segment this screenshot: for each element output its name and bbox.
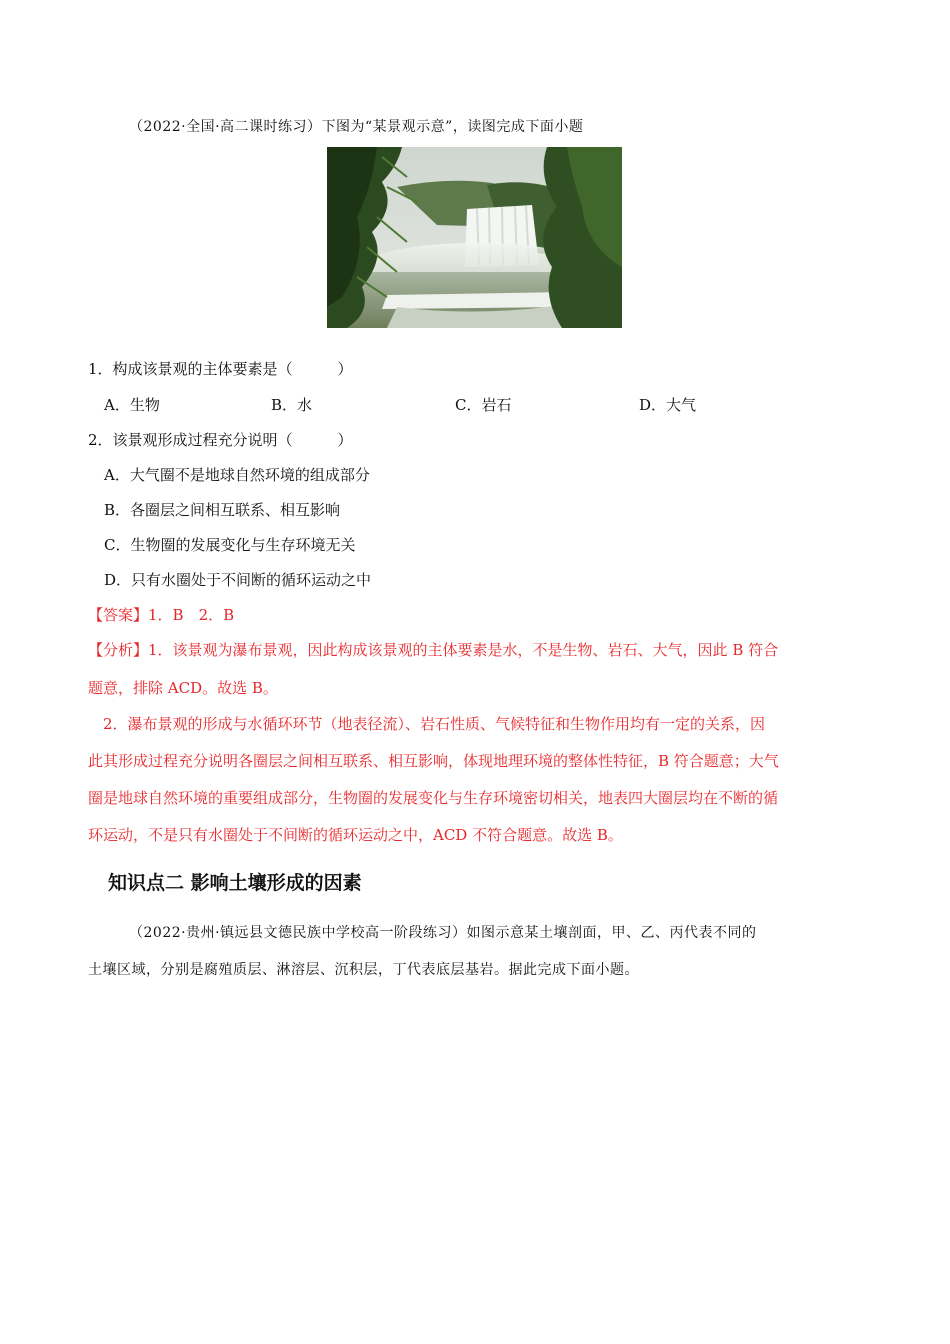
q1-option-a[interactable]: A．生物: [104, 396, 160, 414]
q1-option-c[interactable]: C．岩石: [455, 396, 512, 414]
analysis-line: 【分析】1．该景观为瀑布景观，因此构成该景观的主体要素是水，不是生物、岩石、大气，因此 B 符合: [88, 641, 779, 659]
question-intro: （2022·贵州·镇远县文德民族中学校高一阶段练习）如图示意某土壤剖面，甲、乙、丙代表不同的: [129, 925, 757, 941]
question-intro: （2022·全国·高二课时练习）下图为“某景观示意”，读图完成下面小题: [129, 119, 584, 135]
analysis-line: 圈是地球自然环境的重要组成部分，生物圈的发展变化与生存环境密切相关，地表四大圈层均在不断的循: [88, 789, 779, 807]
analysis-line: 题意，排除 ACD。故选 B。: [88, 679, 278, 697]
answer-line: 【答案】1．B 2．B: [88, 606, 235, 624]
question-intro: 土壤区域，分别是腐殖质层、淋溶层、沉积层，丁代表底层基岩。据此完成下面小题。: [88, 962, 639, 978]
q2-option-d[interactable]: D．只有水圈处于不间断的循环运动之中: [104, 571, 372, 589]
q1-option-d[interactable]: D．大气: [639, 396, 697, 414]
section-heading: 知识点二 影响土壤形成的因素: [108, 872, 362, 894]
waterfall-image: [327, 147, 622, 328]
q2-option-c[interactable]: C．生物圈的发展变化与生存环境无关: [104, 536, 356, 554]
question-1-stem: 1．构成该景观的主体要素是（ ）: [88, 360, 353, 378]
question-2-stem: 2．该景观形成过程充分说明（ ）: [88, 431, 353, 449]
analysis-line: 此其形成过程充分说明各圈层之间相互联系、相互影响，体现地理环境的整体性特征，B 符合题意；大气: [88, 752, 779, 770]
analysis-line: 2．瀑布景观的形成与水循环环节（地表径流）、岩石性质、气候特征和生物作用均有一定的关系，因: [103, 715, 766, 733]
analysis-line: 环运动，不是只有水圈处于不间断的循环运动之中，ACD 不符合题意。故选 B。: [88, 826, 623, 844]
q2-option-b[interactable]: B．各圈层之间相互联系、相互影响: [104, 501, 341, 519]
q2-option-a[interactable]: A．大气圈不是地球自然环境的组成部分: [104, 466, 370, 484]
q1-option-b[interactable]: B．水: [271, 396, 313, 414]
